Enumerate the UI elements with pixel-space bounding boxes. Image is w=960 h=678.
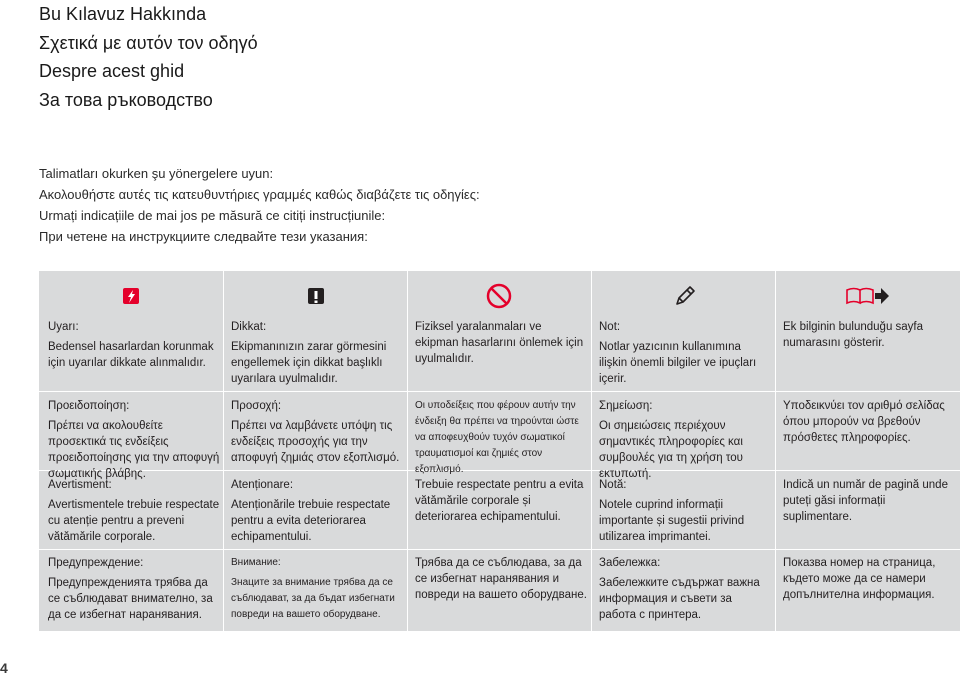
book-arrow-icon [843, 281, 893, 311]
page-ref-cell-romanian [783, 477, 955, 525]
cell-text: Забележките съдържат важна информация и съвети за работа с принтера. [599, 577, 760, 621]
cell-label: Предупреждение: [48, 557, 144, 569]
note-cell-turkish [599, 319, 771, 387]
caution-cell-greek [231, 398, 403, 466]
intro-block [39, 163, 480, 247]
cell-label: Забележка: [599, 557, 661, 569]
cell-text: Πρέπει να λαμβάνετε υπόψη τις ενδείξεις προσοχής για την αποφυγή ζημιάς στον εξοπλισμό. [231, 420, 400, 464]
title-turkish: Bu Kılavuz Hakkında [39, 4, 207, 24]
cell-text: Знаците за внимание трябва да се съблюдават, за да бъдат избегнати повреди на вашето оборудване. [231, 577, 395, 620]
warning-cell-turkish [48, 319, 220, 371]
page-number: 4 [0, 660, 8, 676]
column-divider [591, 271, 592, 631]
row-divider [39, 391, 960, 392]
intro-greek: Ακολουθήστε αυτές τις κατευθυντήριες γραμμές καθώς διαβάζετε τις οδηγίες: [39, 187, 480, 202]
warning-cell-romanian [48, 477, 220, 545]
cell-text: Показва номер на страница, където може да се намери допълнителна информация. [783, 557, 936, 601]
cell-text: Οι σημειώσεις περιέχουν σημαντικές πληροφορίες και συμβουλές για τη χρήση του εκτυπωτή. [599, 420, 743, 480]
cell-text: Υποδεικνύει τον αριθμό σελίδας όπου μπορούν να βρεθούν πρόσθετες πληροφορίες. [783, 400, 945, 444]
note-cell-bulgarian [599, 555, 771, 623]
note-cell-greek [599, 398, 771, 482]
cell-text: Fiziksel yaralanmaları ve ekipman hasarlarını önlemek için uyulmalıdır. [415, 321, 584, 365]
cell-text: Avertismentele trebuie respectate cu atenție pentru a preveni vătămările corporale. [48, 499, 220, 543]
cell-text: Notlar yazıcının kullanımına ilişkin önemli bilgiler ve ipuçları içerir. [599, 341, 757, 385]
cell-text: Indică un număr de pagină unde puteți găsi informații suplimentare. [783, 479, 948, 523]
title-bulgarian: За това ръководство [39, 89, 213, 110]
row-divider [39, 549, 960, 550]
prohibited-cell-bulgarian [415, 555, 587, 603]
cell-text: Bedensel hasarlardan korunmak için uyarılar dikkate alınmalıdır. [48, 341, 214, 369]
prohibited-cell-greek [415, 398, 587, 478]
cell-text: Предупрежденията трябва да се съблюдават внимателно, за да се избегнат наранявания. [48, 577, 213, 621]
cell-text: Atenționările trebuie respectate pentru a evita deteriorarea echipamentului. [231, 499, 391, 543]
warning-icon [116, 281, 146, 311]
caution-cell-bulgarian [231, 555, 403, 623]
cell-label: Внимание: [231, 557, 281, 568]
warning-cell-greek [48, 398, 220, 482]
cell-label: Σημείωση: [599, 400, 653, 412]
cell-text: Ek bilginin bulunduğu sayfa numarasını gösterir. [783, 321, 924, 349]
cell-label: Notă: [599, 479, 627, 491]
cell-label: Not: [599, 321, 621, 333]
cell-label: Atenționare: [231, 479, 294, 491]
column-divider [775, 271, 776, 631]
note-pencil-icon [670, 281, 700, 311]
cell-label: Προσοχή: [231, 400, 282, 412]
column-divider [223, 271, 224, 631]
prohibited-cell-romanian [415, 477, 587, 525]
caution-cell-romanian [231, 477, 403, 545]
intro-turkish: Talimatları okurken şu yönergelere uyun: [39, 166, 274, 181]
warning-cell-bulgarian [48, 555, 220, 623]
caution-icon [301, 281, 331, 311]
title-greek: Σχετικά με αυτόν τον οδηγό [39, 32, 258, 53]
page-ref-cell-bulgarian [783, 555, 955, 603]
cell-text: Ekipmanınızın zarar görmesini engellemek için dikkat başlıklı uyarılara uyulmalıdır. [231, 341, 387, 385]
prohibited-cell-turkish [415, 319, 587, 367]
prohibited-icon [484, 281, 514, 311]
caution-cell-turkish [231, 319, 403, 387]
cell-text: Πρέπει να ακολουθείτε προσεκτικά τις ενδείξεις προειδοποίησης για την αποφυγή σωματικής βλάβης. [48, 420, 220, 480]
intro-romanian: Urmați indicațiile de mai jos pe măsură ce citiți instrucțiunile: [39, 208, 386, 223]
title-romanian: Despre acest ghid [39, 61, 185, 81]
page-ref-cell-turkish [783, 319, 955, 351]
title-block [39, 0, 258, 114]
cell-text: Трябва да се съблюдава, за да се избегнат наранявания и повреди на вашето оборудване. [415, 557, 587, 601]
column-divider [407, 271, 408, 631]
cell-text: Trebuie respectate pentru a evita vătămările corporale și deteriorarea echipamentului. [415, 479, 584, 523]
cell-label: Uyarı: [48, 321, 79, 333]
cell-text: Οι υποδείξεις που φέρουν αυτήν την ένδειξη θα πρέπει να τηρούνται ώστε να αποφευχθούν τυχόν σωματικοί τραυματισμοί και ζημιές στον εξοπλισμό. [415, 400, 579, 475]
page-ref-cell-greek [783, 398, 955, 446]
symbol-table [39, 271, 960, 631]
cell-text: Notele cuprind informații importante și sugestii privind utilizarea imprimantei. [599, 499, 745, 543]
note-cell-romanian [599, 477, 771, 545]
cell-label: Avertisment: [48, 479, 112, 491]
intro-bulgarian: При четене на инструкциите следвайте тези указания: [39, 229, 368, 244]
cell-label: Dikkat: [231, 321, 267, 333]
cell-label: Προειδοποίηση: [48, 400, 130, 412]
